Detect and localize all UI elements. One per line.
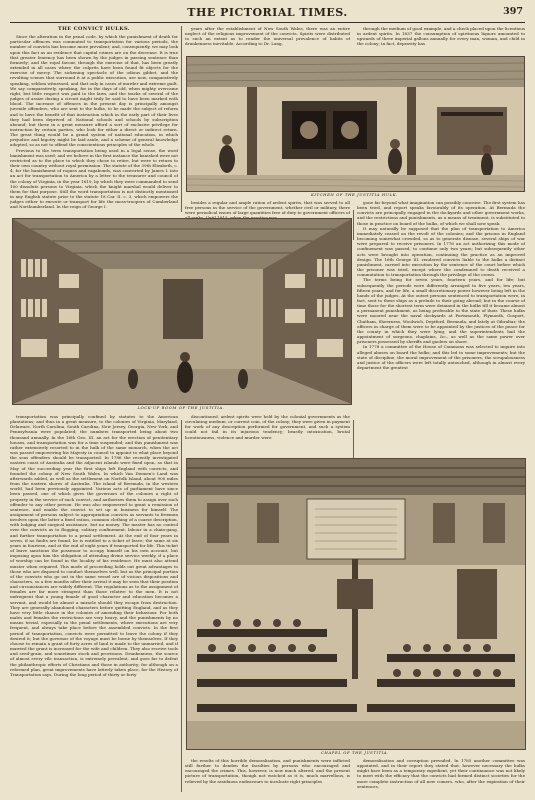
lock-up-caption: LOCK-UP ROOM OF THE JUSTITIA. [137, 405, 225, 410]
paragraph: Since the alteration in the penal code, by which the punishment of death for particular offences was commuted to transportation for various periods, the number of convicts has become more prevalent; and, consequently, we may look upon this fact as an evidence that capital crimes are on the decrease. It is true that greater leniency has been shown by the judges in passing sentence than formerly; and the royal favour, through the exercise of that, has been greatly extended in all cases where the culprits have been found fit objects for the exercise of mercy. The sickening spectacle of the odious gibbet, and the revolting scenes that surround it at a public execution, are now, comparatively speaking, seldom witnessed, and that only in cases of murder and extreme guilt. We say comparatively, speaking, for in the days of old, when mighty overcame right, but little respect was paid to the laws, and the tracks of several of the judges of assize during a circuit might truly be said to have been marked with blood. The increase of offences in the present day is principally amongst juvenile offenders, who are sent to the hulks, to be made the subject of reform and to have the benefit of that instruction which in the early part of their lives they had been deprived of. National schools and schools by subscription abound; but these in a great measure afford a sort of exclusive privilege for instruction by certain parties, who look for either a direct or indirect return. The great thing would be a grand system of national education, in which prejudice and bigotry might be laid aside, and a scheme of general knowledge adopted, so as not to offend the conscientious principles of the whole. [10, 34, 178, 148]
chapel-engraving [186, 458, 526, 750]
kitchen-caption: KITCHEN OF THE JUSTITIA HULK. [311, 192, 398, 197]
column-rule [181, 26, 182, 212]
kitchen-engraving [186, 56, 525, 192]
paragraph: the results of this horrible demoralisation, and punishments were inflicted still further to deaden the faculties by persons who encouraged and encouraged the crimes. This, however, is now much altered, and the present picture of transportation, though not watched as it is, much marvellous, is relieved by the assiduous endeavours to inculcate right principles [185, 758, 350, 784]
paragraph: besides a regular and ample ration of ardent spirits, that was served to all free persons in the service of the government, whether civil or military, there were periodical issues of large quantities free of duty to government officers of [185, 200, 350, 216]
article-column-1-bottom [10, 414, 178, 792]
paragraph: demoralisation and corruption prevailed. In 1785 another committee was appointed, and in their report they stated that, however necessary the hulks might have been as a temporary expedient, yet their continuance was not likely to meet with the efficacy that the convicts had formed distinct societies for the more complete instruction of all new comers, who, after the expiration of their sentences, [357, 758, 525, 789]
article-column-3-continued [357, 200, 525, 412]
paragraph: gone far beyond what imagination can possibly conceive. The first system has been tried, and report speaks favourably of its operation. At Bermuda the convicts are principally engaged in the dockyards and other government works, and the restrictions and punishments, as a means of treatment, is substituted to those in practice on board of the hulks, of which we shall now speak. [357, 200, 525, 226]
section-heading: THE CONVICT HULKS. [58, 26, 130, 32]
article-column-1 [10, 26, 178, 212]
paragraph: In 1778 a committee of the House of Commons was selected to inquire into alleged abuses on board the hulks; and this led to some improvements; but the state of discipline, the moral improvement of the prisoners, the scrupulousness and justice of the officers were left totally untouched, although in almost every department the greatest [357, 344, 525, 370]
chapel-caption: CHAPEL OF THE JUSTITIA. [321, 750, 389, 755]
paragraph: transportation was principally confined by statutes to the American plantations; and thus in a great measure, to the colonies of Virginia, Maryland, Delaware, North Carolina, South Carolina, New Jersey, Georgia, New York, and Pennsylvania were populated; the numbers transported being about two thousand annually. In the 16th Geo. III. an act for the erection of penitentiary houses, and transportation was for a time suspended; and this punishment was rather extensively resorted to in the hulk of the same monarch, when the act was passed empowering his Majesty in council to appoint to what place beyond the seas offenders should be transported. In 1786 the recently investigated eastern coast of Australia and the adjacent islands were fixed upon, so that in May of the succeeding year the first ships left England with convicts, and founded the colony of New South Wales. In which Van Diemen's Land was afterwards added, as well as the settlement on Norfolk Island, about 900 miles from the eastern shores of Australia. The island of Bermuda, in the western world, had been previously appointed. Various acts of parliament have since been passed, one of which gives the governors of the colonies a right of property in the service of each convict, and authorises them to assign over such offender to any other person. He was also empowered to grant a remission of sentence, and enable the convict to set up in business for himself. The assignment of persons subject to appropriation convicts as servants to freemen involves upon the latter a fixed ration, common clothing of a coarse description, with lodging and surgical assistance, but no money. The master has no control over the convicts as to flogging, solitary confinement, labour in a chain-gang, and further transportation to a penal settlement. At the end of four years in seven, if no faults are found, he is entitled to a ticket of leave; the same at six years in fourteen, and at the end of eight years if transported for life. This ticket of leave sanctions the possessor to occupy himself on his own account, but imposing upon him the obligation of attending divine service weekly, if a place of worship can be found in the locality of his residence. He must also attend muster when required. This mode of proceeding holds out great advantages to those who are disposed to conduct themselves well, but as the principal portion of the convicts who go out in the same vessel are of vicious dispositions and characters, so a few months after their arrival it may be seen that their position and circumstances are widely different. The regulations as to the assignment of females are far more stringent than those relative to the men. It is not unfrequent that a young female of good character and education becomes a servant, and would be almost a miracle should they escape from destruction. They are generally abandoned characters before quitting England, and as they have very little chance in the colonies of amending their behaviour. For both males and females the restrictions are very heavy, and the punishments by no means trivial, especially in the penal settlements, where executions are very frequent, and always take place before the assembled convicts. In the first period of transportation, convicts were permitted to leave the colony if they desired it; but the governor of the voyage must be borne by themselves. If they choose to remain a grant of forty acres of land is made to the unmarried, and if married the grant is increased for the wife and children. They also receive tools and seed-grain, and sometimes stock and provisions. Drunkenness, the source of almost every vile transaction, is extremely prevalent, and goes far to defeat the philanthropic efforts of Christians and those in authority; for although on a reformed plan, great improvements have latterly taken place, for the History of Transportation says, During the long period of thirty or forty [10, 414, 178, 677]
paragraph: discontinued, ardent spirits were held by the colonial governments as the circulating medium, or current coin, of the colony; they were given in payment for work of any description performed for government, and such a system could not fail in its injurious tendency; beastly intoxication, brutal licentiousness, violence and murder were [185, 414, 350, 440]
masthead-title: THE PICTORIAL TIMES. [187, 6, 348, 19]
paragraph: Previous to the term transportation being used in a legal sense, the word banishment was used; and we believe in the first instance the banished were not restricted as to the place to which they chose to retire, but were to return to their own country without royal permission. The statute of the 39th Elizabeth, c. 4, for the banishment of rogues and vagabonds, was converted by James I. into an act for transportation to America by a letter to the treasurer and council of the colony of Virginia, in the year 1619, by which they were commanded to send 100 dissolute persons to Virginia, which the knight marshal would deliver to them for that purpose. Still the word transportation is not distinctly mentioned in any English statute prior to the statute 18 Car. II. c. 3, which empowers the judges either to execute or transport for life the moss-troopers of Cumberland and Northumberland. In the reign of George I. [10, 147, 178, 210]
paragraph: The terms being for seven years, fourteen years, and for life; but subsequently the periods were differently arranged to five years, ten years, fifteen years, and for life, a small discretionary power however being left in the hands of the judges. At the outset persons sentenced to transportation were, in fact, sent to these ships as a prelude to their going abroad; but in the course of time those for the shortest term were detained in the hulks till it became almost a permanent punishment, as being preferable to the state of their. These hulks were moored near the naval dockyards at Portsmouth, Plymouth, Gosport, Chatham, Sheerness, Woolwich, Deptford, Bermuda, and lately at Gibraltar; the officers in charge of them were to be appointed by the justices of the peace for the county in which they were lying; and the superintendents had the appointment of surgeons, chaplains, &c., as well as the same power over prisoners possessed by sheriffs and gaolers on shore. [357, 277, 525, 345]
paragraph: through the medium of good example, and a check placed upon the licentious in ardent spirits. In 1837 the consumption of spirituous liquors amounted to upwards of three imperial gallons annually for every man, woman, and child in the colony; in fact, depravity has [357, 26, 525, 47]
lock-up-room-engraving [12, 218, 352, 405]
column-rule [353, 210, 354, 240]
article-column-3-lower [357, 758, 525, 794]
page-header [10, 4, 525, 23]
paragraph: years after the establishment of New South Wales, there was an entire neglect of the religious improvement of the convicts. Spirits were distributed to such an extent as to render the universal prevalence of habits of drunkenness inevitable. According to Dr. Lang, [185, 26, 350, 47]
column-rule [181, 420, 182, 792]
paragraph: It may naturally be supposed that the plan of transportation to America immediately ceased on the revolt of the colonies; and the prisons in England becoming somewhat crowded, so as to generate disease, several ships of war were prepared to receive prisoners. In 1776 an act authorizing this mode of confinement was passed, to continue only two years; but subsequently other acts were brought into operation, continuing the practice as an improved design. The 16th George III. rendered convicts liable to the hulks a distinct punishment, carried into execution by the sentence of the court before which the prisoner was tried, except where the condemned to death received a commutation to transportation through the privilege of the crown. [357, 225, 525, 278]
page-number: 397 [503, 6, 523, 17]
article-column-3 [357, 26, 525, 53]
article-column-2 [185, 26, 350, 53]
article-column-2-bottom [185, 414, 350, 454]
article-column-2-lower [185, 758, 350, 794]
